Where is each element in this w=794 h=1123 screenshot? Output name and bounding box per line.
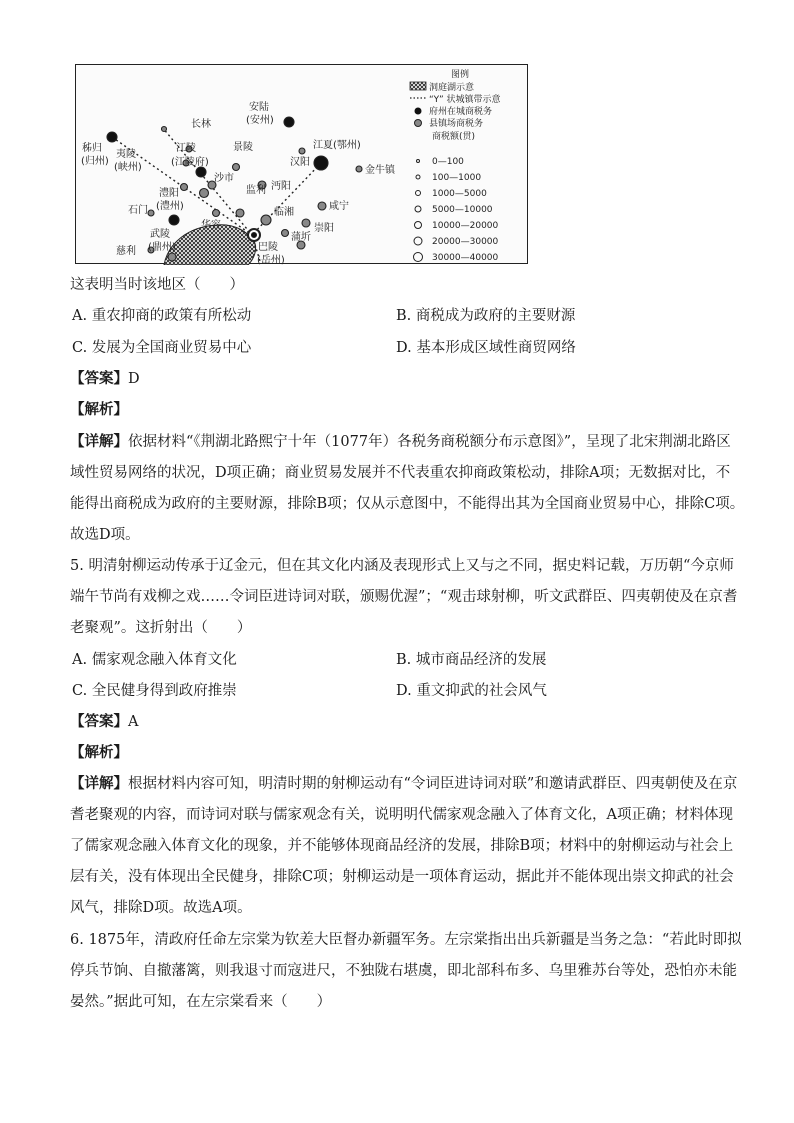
q4-analysis-tag xyxy=(70,400,128,420)
svg-text:汉阳: 汉阳 xyxy=(290,157,310,168)
q5-answer-line xyxy=(70,712,138,732)
svg-text:石门: 石门 xyxy=(128,205,148,216)
svg-text:武陵: 武陵 xyxy=(150,229,170,240)
q5-stem-line-2: 端午节尚有戏柳之戏……令词臣进诗词对联，颁赐优渥”；“观击球射柳，听文武群臣、四夷朝使及在京耆 xyxy=(70,589,738,605)
svg-text:府州在城商税务: 府州在城商税务 xyxy=(429,107,493,117)
svg-text:沔阳: 沔阳 xyxy=(271,181,291,192)
q5-option-c: C. 全民健身得到政府推崇 xyxy=(72,683,237,699)
svg-text:(澧州): (澧州) xyxy=(156,201,184,212)
town-dot xyxy=(168,253,176,261)
answer-tag: 【答案】 xyxy=(70,370,128,387)
svg-text:沙市: 沙市 xyxy=(214,173,234,184)
answer-value: D xyxy=(128,371,140,387)
q5-option-a: A. 儒家观念融入体育文化 xyxy=(72,652,237,668)
svg-text:100—1000: 100—1000 xyxy=(432,173,482,183)
q6-stem-line-1: 6. 1875年，清政府任命左宗棠为钦差大臣督办新疆军务。左宗棠指出出兵新疆是当务之急：“若此时即拟 xyxy=(70,932,742,948)
svg-text:金牛镇: 金牛镇 xyxy=(365,165,395,176)
q4-option-d: D. 基本形成区域性商贸网络 xyxy=(396,340,576,356)
fuzhou-dot-ezhou xyxy=(314,156,328,170)
svg-text:长林: 长林 xyxy=(191,119,211,130)
q5-stem-line-1: 5. 明清射柳运动传承于辽金元，但在其文化内涵及表现形式上又与之不同，据史料记载，万历朝“今京师 xyxy=(70,558,734,574)
tax-distribution-map xyxy=(75,64,528,264)
fuzhou-dot-dingzhou xyxy=(169,215,179,225)
q5-stem-line-3: 老聚观”。这折射出（ ） xyxy=(70,620,252,636)
town-dot xyxy=(233,164,240,171)
size-circle-icon xyxy=(415,222,422,229)
svg-text:(鼎州): (鼎州) xyxy=(148,242,176,253)
analysis-tag: 【解析】 xyxy=(70,744,128,761)
svg-text:慈利: 慈利 xyxy=(116,246,136,257)
town-dot xyxy=(181,184,188,191)
q4-detail-line-4: 故选D项。 xyxy=(70,527,140,543)
map-legend xyxy=(410,68,501,263)
town-dot xyxy=(318,202,326,210)
q5-detail-line-4: 层有关，没有体现出全民健身，排除C项；射柳运动是一项体育运动，据此并不能体现出崇文抑武的社会 xyxy=(70,869,734,885)
map-drawing xyxy=(76,65,529,265)
size-circle-icon xyxy=(417,160,420,163)
svg-text:江陵: 江陵 xyxy=(176,143,196,154)
svg-text:咸宁: 咸宁 xyxy=(329,201,349,212)
svg-text:崇阳: 崇阳 xyxy=(314,223,334,234)
town-dot xyxy=(356,166,362,172)
svg-text:洞庭湖示意: 洞庭湖示意 xyxy=(429,83,475,93)
q5-detail-line-2: 耆老聚观的内容，而诗词对联与儒家观念有关，说明明代儒家观念融入了体育文化，A项正确；材料体现 xyxy=(70,807,733,823)
svg-text:华容: 华容 xyxy=(201,220,221,231)
q4-option-b: B. 商税成为政府的主要财源 xyxy=(396,308,576,324)
town-dot xyxy=(200,189,209,198)
detail-text: 根据材料内容可知，明清时期的射柳运动有“令词臣进诗词对联”和邀请武群臣、四夷朝使及在京 xyxy=(128,776,738,792)
q5-option-b: B. 城市商品经济的发展 xyxy=(396,652,547,668)
fuzhou-dot-anzhou xyxy=(284,117,294,127)
svg-text:澧阳: 澧阳 xyxy=(159,188,179,199)
analysis-tag: 【解析】 xyxy=(70,401,128,418)
town-dot xyxy=(162,127,167,132)
svg-text:蒲圻: 蒲圻 xyxy=(291,232,311,243)
q4-option-c: C. 发展为全国商业贸易中心 xyxy=(72,340,252,356)
svg-text:图例: 图例 xyxy=(451,70,470,80)
detail-tag: 【详解】 xyxy=(70,433,128,450)
q5-detail-line-1 xyxy=(70,774,737,794)
svg-text:(安州): (安州) xyxy=(246,115,274,126)
detail-tag: 【详解】 xyxy=(70,775,128,792)
answer-value: A xyxy=(128,714,139,730)
town-dot xyxy=(261,215,271,225)
svg-text:(岳州): (岳州) xyxy=(257,255,285,265)
svg-text:商税额(贯): 商税额(贯) xyxy=(432,132,476,142)
svg-text:1000—5000: 1000—5000 xyxy=(432,189,487,199)
town-dot xyxy=(148,210,154,216)
answer-tag: 【答案】 xyxy=(70,713,128,730)
size-circle-icon xyxy=(416,175,420,179)
svg-text:夷陵: 夷陵 xyxy=(116,149,136,160)
q5-detail-line-3: 了儒家观念融入体育文化的现象，并不能够体现商品经济的发展，排除B项；材料中的射柳运动与社会上 xyxy=(70,838,734,854)
q5-analysis-tag xyxy=(70,743,128,763)
q4-stem: 这表明当时该地区（ ） xyxy=(70,277,244,293)
svg-text:(江陵府): (江陵府) xyxy=(171,157,209,168)
svg-text:0—100: 0—100 xyxy=(432,157,464,167)
town-dot xyxy=(302,219,310,227)
svg-text:安陆: 安陆 xyxy=(249,102,269,113)
town-dot xyxy=(299,148,305,154)
q4-detail-line-2: 域性贸易网络的状况，D项正确；商业贸易发展并不代表重农抑商政策松动，排除A项；无数据对比，不 xyxy=(70,465,731,481)
town-dot xyxy=(236,209,244,217)
q6-stem-line-2: 停兵节饷、自撤藩篱，则我退寸而寇进尺，不独陇右堪虞，即北部科布多、乌里雅苏台等处，恐怕亦未能 xyxy=(70,963,737,979)
town-dot xyxy=(213,210,220,217)
q4-detail-line-3: 能得出商税成为政府的主要财源，排除B项；仅从示意图中，不能得出其为全国商业贸易中心，排除C项。 xyxy=(70,496,745,512)
ring-dot-icon xyxy=(415,120,422,127)
svg-text:临湘: 临湘 xyxy=(274,207,294,218)
q4-answer-line xyxy=(70,369,140,389)
svg-text:巴陵: 巴陵 xyxy=(258,242,278,253)
q6-stem-line-3: 晏然。”据此可知，在左宗棠看来（ ） xyxy=(70,994,332,1010)
svg-text:(峡州): (峡州) xyxy=(114,162,142,173)
size-circle-icon xyxy=(415,206,421,212)
detail-text: 依据材料“《荆湖北路熙宁十年（1077年）各税务商税额分布示意图》”，呈现了北宋荆湖北路区 xyxy=(128,434,731,450)
size-circle-icon xyxy=(414,253,423,262)
svg-text:“Y” 状城镇带示意: “Y” 状城镇带示意 xyxy=(429,95,501,105)
fuzhou-dot-yuezhou-core xyxy=(252,233,257,238)
q5-detail-line-5: 风气，排除D项。故选A项。 xyxy=(70,900,252,916)
town-dot xyxy=(282,230,289,237)
hatch-swatch-icon xyxy=(410,82,426,90)
svg-text:秭归: 秭归 xyxy=(82,143,102,154)
svg-text:10000—20000: 10000—20000 xyxy=(432,221,499,231)
fuzhou-dot-zigui xyxy=(107,132,117,142)
svg-text:30000—40000: 30000—40000 xyxy=(432,253,499,263)
svg-text:江夏(鄂州): 江夏(鄂州) xyxy=(313,140,361,151)
svg-text:县镇场商税务: 县镇场商税务 xyxy=(429,119,484,129)
fuzhou-dot-jiangling xyxy=(196,167,206,177)
svg-text:景陵: 景陵 xyxy=(233,142,253,153)
size-circle-icon xyxy=(414,237,422,245)
svg-text:20000—30000: 20000—30000 xyxy=(432,237,499,247)
size-circle-icon xyxy=(416,191,421,196)
svg-text:监利: 监利 xyxy=(246,185,266,196)
svg-text:(归州): (归州) xyxy=(81,156,109,167)
filled-dot-icon xyxy=(415,108,422,115)
q4-option-a: A. 重农抑商的政策有所松动 xyxy=(72,308,252,324)
q4-detail-line-1 xyxy=(70,432,731,452)
svg-text:5000—10000: 5000—10000 xyxy=(432,205,493,215)
q5-option-d: D. 重文抑武的社会风气 xyxy=(396,683,547,699)
